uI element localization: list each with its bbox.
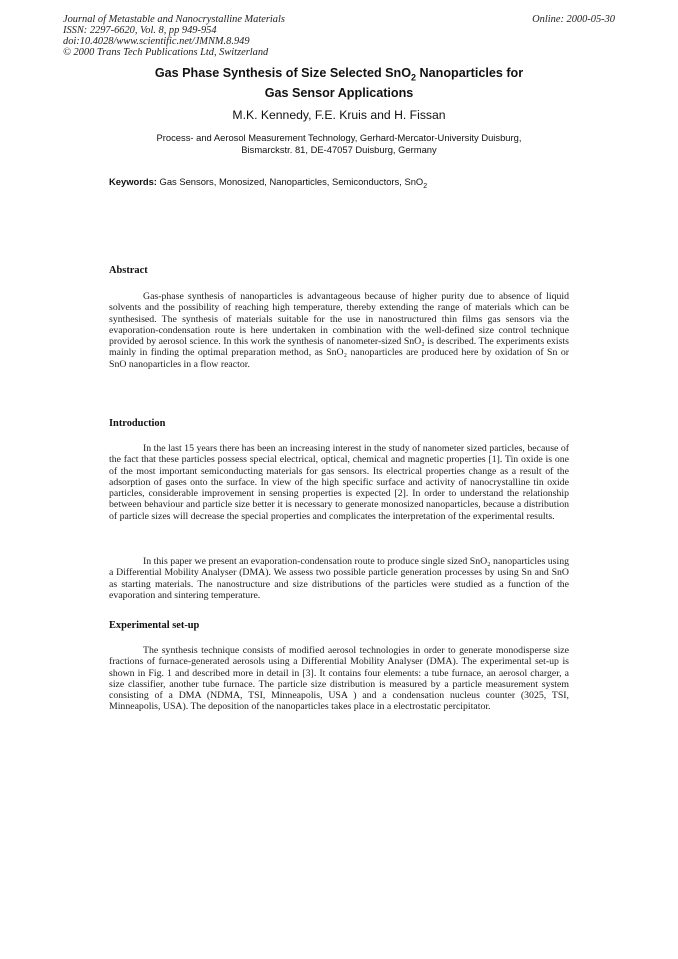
abstract-heading: Abstract: [109, 265, 148, 276]
journal-doi: doi:10.4028/www.scientific.net/JMNM.8.949: [63, 36, 250, 48]
abstract-text: Gas-phase synthesis of nanoparticles is advantageous because of higher purity due to absence of liquid solvents and the possibility of reaching high temperature, thereby extending the range of materials which can be synthesised. The synthesis of materials suitable for the use in nanostructured thin films gas sensors via the evaporation-condensation route is here undertaken in combination with the well-defined size control technique provided by aerosol science. In this work the synthesis of nanometer-sized SnO₂ is described. The experiments exists mainly in finding the optimal preparation method, as SnO₂ nanoparticles are produced here by oxidation of Sn or SnO nanoparticles in a flow reactor.: [109, 291, 569, 370]
keywords-text: Gas Sensors, Monosized, Nanoparticles, Semiconductors, SnO: [156, 176, 424, 187]
online-date: Online: 2000-05-30: [532, 14, 615, 25]
affiliation-line2: Bismarckstr. 81, DE-47057 Duisburg, Germany: [241, 144, 437, 155]
title-subscript: 2: [411, 72, 417, 83]
journal-name: Journal of Metastable and Nanocrystalline Materials: [63, 14, 285, 25]
journal-issn: ISSN: 2297-6620, Vol. 8, pp 949-954: [63, 25, 217, 37]
keywords-subscript: 2: [423, 182, 428, 190]
title-line1-end: Nanoparticles for: [416, 66, 524, 80]
journal-copyright: © 2000 Trans Tech Publications Ltd, Switzerland: [63, 47, 269, 59]
keywords-label: Keywords:: [109, 176, 157, 187]
title-line2: Gas Sensor Applications: [264, 85, 414, 100]
journal-info: [63, 14, 443, 58]
affiliation: [90, 132, 588, 156]
keywords: [109, 176, 569, 193]
experimental-paragraph-1: The synthesis technique consists of modified aerosol technologies in order to generate monodisperse size fractions of furnace-generated aerosols using a Differential Mobility Analyser (DMA). The experimental set-up is shown in Fig. 1 and described more in detail in [3]. It contains four elements: a tube furnace, an aerosol charger, a size classifier, another tube furnace. The particle size distribution is measured by a particle measurement system consisting of a DMA (NDMA, TSI, Minneapolis, USA ) and a condensation nucleus counter (3025, TSI, Minneapolis, USA). The deposition of the nanoparticles takes place in a electrostatic percipitator.: [109, 645, 569, 713]
paper-title: [60, 66, 618, 101]
experimental-heading: Experimental set-up: [109, 620, 200, 631]
affiliation-line1: Process- and Aerosol Measurement Technology, Gerhard-Mercator-University Duisburg,: [156, 132, 522, 143]
introduction-paragraph-1: In the last 15 years there has been an increasing interest in the study of nanometer sized particles, because of the fact that these particles possess special electrical, optical, chemical and magnetic properties [1]. Tin oxide is one of the most important semiconducting materials for gas sensors. Its electrical properties change as a result of the adsorption of gases onto the surface. In view of the high specific surface and activity of nanocrystalline tin oxide particles, considerable improvement in sensing properties is expected [2]. In order to understand the relationship between behaviour and particle size better it is necessary to generate monosized nanoparticles, because a distribution of particle sizes will decrease the special properties and complicates the interpretation of the experimental results.: [109, 443, 569, 522]
introduction-heading: Introduction: [109, 418, 166, 429]
introduction-paragraph-2: In this paper we present an evaporation-condensation route to produce single sized SnO₂ nanoparticles using a Differential Mobility Analyser (DMA). We assess two possible particle generation processes by using Sn and SnO as starting materials. The nanostructure and size distributions of the particles were studied as a function of the evaporation and sintering temperature.: [109, 556, 569, 601]
title-line1-start: Gas Phase Synthesis of Size Selected SnO: [154, 66, 412, 80]
authors: M.K. Kennedy, F.E. Kruis and H. Fissan: [232, 108, 446, 122]
